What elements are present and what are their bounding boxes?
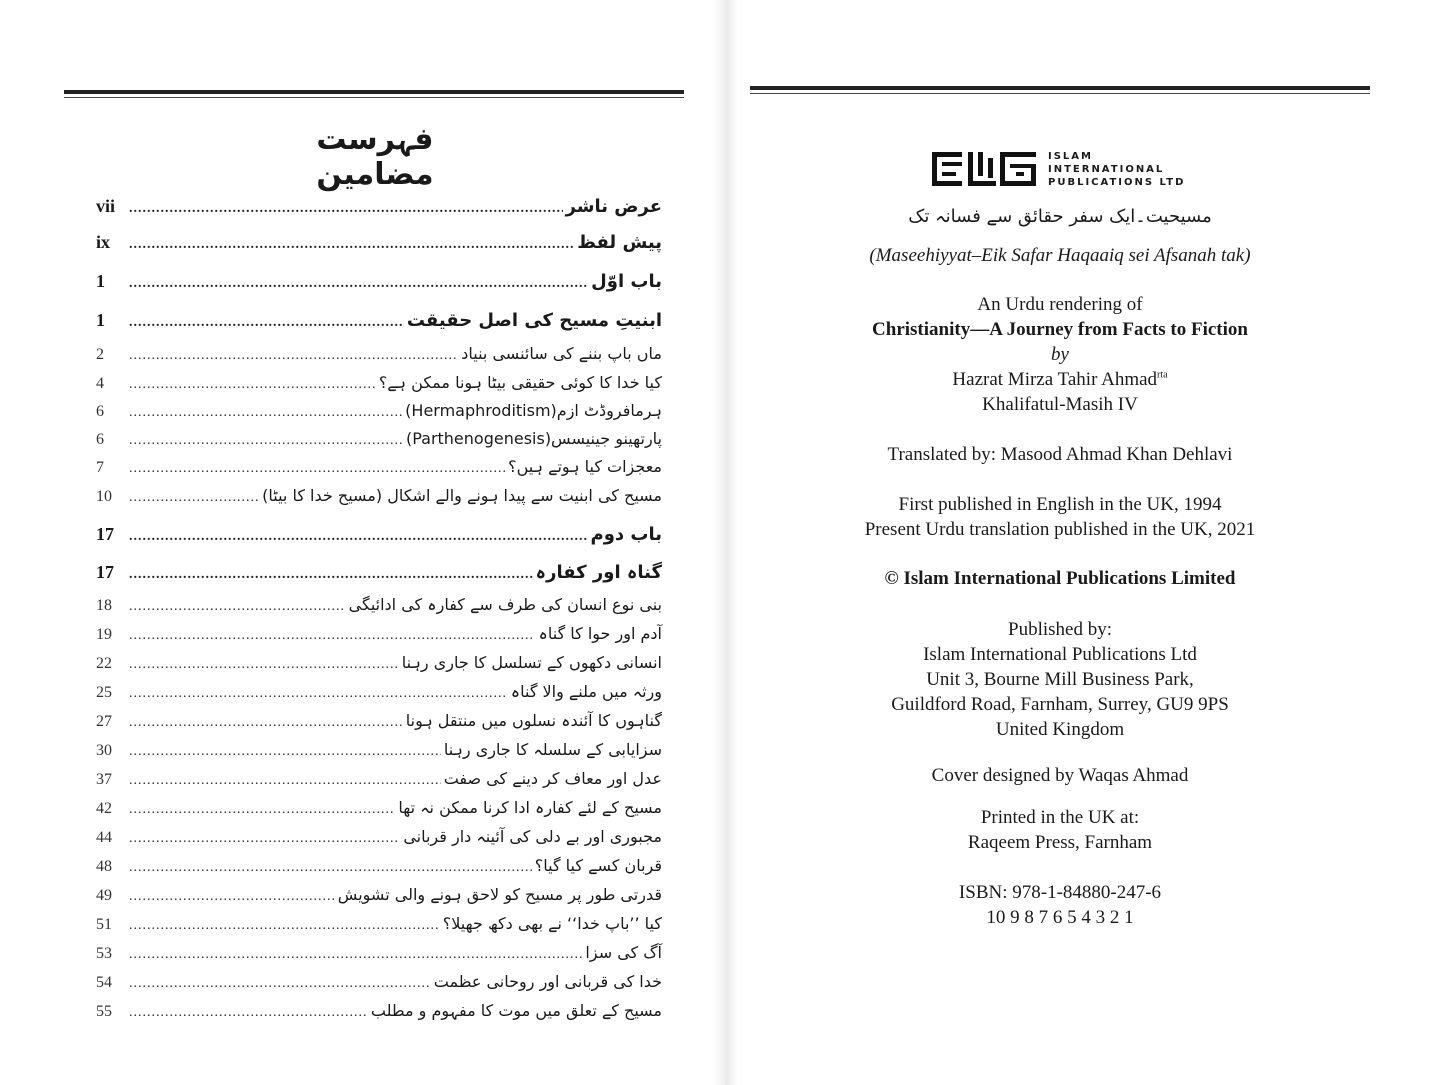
toc-dot-leader <box>129 1005 368 1021</box>
toc-entry-page: 6 <box>96 403 104 420</box>
publisher-logo-text <box>1048 150 1198 189</box>
printer-block <box>822 805 1298 855</box>
toc-entry <box>96 344 662 364</box>
toc-dot-leader <box>129 405 402 421</box>
toc-entry <box>96 827 662 847</box>
toc-entry <box>96 740 662 760</box>
toc-entry <box>96 524 662 545</box>
toc-entry <box>96 711 662 731</box>
toc-entry <box>96 401 662 421</box>
toc-entry <box>96 653 662 673</box>
toc-entry <box>96 1001 662 1021</box>
title-block <box>822 292 1298 417</box>
copyright-notice: © Islam International Publications Limited <box>884 568 1236 589</box>
toc-entry <box>96 972 662 992</box>
publication-history <box>822 492 1298 542</box>
toc-entry-label: مسیح کے تعلق میں موت کا مفہوم و مطلب <box>370 1001 662 1020</box>
author-title: Khalifatul-Masih IV <box>982 394 1138 415</box>
toc-dot-leader <box>129 686 508 702</box>
toc-entry-page: 17 <box>96 524 114 544</box>
translator-credit: Translated by: Masood Ahmad Khan Dehlavi <box>887 444 1233 465</box>
toc-entry-page: 4 <box>96 375 104 392</box>
left-page-toc <box>0 0 722 1085</box>
toc-entry-page: 22 <box>96 655 112 672</box>
top-rule-right <box>750 86 1370 90</box>
toc-dot-leader <box>129 889 335 905</box>
toc-entry-page: 19 <box>96 626 112 643</box>
toc-entry-label: ہرمافروڈٹ ازم(Hermaphroditism) <box>405 401 662 420</box>
toc-entry-page: 55 <box>96 1003 112 1020</box>
toc-entry <box>96 798 662 818</box>
toc-entry <box>96 943 662 963</box>
toc-dot-leader <box>129 201 563 217</box>
toc-entry-label: مسیح کے لئے کفارہ ادا کرنا ممکن نہ تھا <box>398 798 662 817</box>
toc-entry <box>96 856 662 876</box>
author-name: Hazrat Mirza Tahir Ahmad <box>952 369 1158 390</box>
toc-dot-leader <box>129 657 399 673</box>
toc-entry-label: سزایابی کے سلسلہ کا جاری رہنا <box>443 740 662 759</box>
toc-entry-page: vii <box>96 196 116 216</box>
toc-entry-label: آگ کی سزا <box>585 943 662 962</box>
toc-entry <box>96 196 662 217</box>
toc-dot-leader <box>129 831 400 847</box>
toc-entry <box>96 310 662 331</box>
toc-entry <box>96 682 662 702</box>
toc-dot-leader <box>129 947 582 963</box>
toc-entry-label: گناہ اور کفارہ <box>535 562 662 583</box>
transliterated-title: (Maseehiyyat–Eik Safar Haqaaiq sei Afsanah tak) <box>869 245 1251 266</box>
toc-dot-leader <box>129 567 533 583</box>
toc-entry <box>96 486 662 506</box>
toc-entry-label: باب دوم <box>590 524 662 545</box>
toc-title: فہرست مضامین <box>316 122 434 192</box>
toc-dot-leader <box>129 276 588 292</box>
top-rule-left <box>64 90 684 94</box>
toc-entry-label: باب اوّل <box>591 271 662 292</box>
toc-entry <box>96 885 662 905</box>
toc-entry <box>96 595 662 615</box>
toc-entry-page: 30 <box>96 742 112 759</box>
toc-entry <box>96 769 662 789</box>
published-by-label: Published by: <box>1008 619 1112 640</box>
toc-entry-page: 53 <box>96 945 112 962</box>
publisher-line: United Kingdom <box>995 719 1125 740</box>
toc-entry-label: ورثہ میں ملنے والا گناہ <box>510 682 662 701</box>
publisher-logo <box>930 146 1200 192</box>
toc-entry-label: قدرتی طور پر مسیح کو لاحق ہونے والی تشویش <box>337 885 662 904</box>
toc-entry-page: 18 <box>96 597 112 614</box>
urdu-book-title: مسیحیت۔ایک سفر حقائق سے فسانہ تک <box>908 206 1212 227</box>
author-line <box>822 367 1298 392</box>
toc-entry-page: 25 <box>96 684 112 701</box>
toc-entry-page: 17 <box>96 562 114 582</box>
cover-designer: Cover designed by Waqas Ahmad <box>931 765 1189 786</box>
toc-dot-leader <box>129 773 441 789</box>
publisher-line: Guildford Road, Farnham, Surrey, GU9 9PS <box>891 694 1229 715</box>
by-line: by <box>1051 344 1069 365</box>
toc-dot-leader <box>129 461 505 477</box>
toc-entry-page: 49 <box>96 887 112 904</box>
toc-entry <box>96 271 662 292</box>
toc-entry-page: 6 <box>96 431 104 448</box>
print-run-line: 10 9 8 7 6 5 4 3 2 1 <box>986 907 1134 928</box>
first-published: First published in English in the UK, 1994 <box>898 494 1222 515</box>
english-title: Christianity—A Journey from Facts to Fiction <box>872 319 1248 340</box>
toc-entry-label: قربان کسے کیا گیا؟ <box>534 856 662 875</box>
toc-entry-label: کیا خدا کا کوئی حقیقی بیٹا ہونا ممکن ہے؟ <box>378 373 662 392</box>
toc-dot-leader <box>129 628 535 644</box>
toc-entry-label: پیش لفظ <box>577 232 662 253</box>
isbn: ISBN: 978-1-84880-247-6 <box>958 882 1162 903</box>
toc-entry-label: آدم اور حوا کا گناہ <box>538 624 662 643</box>
toc-dot-leader <box>129 237 574 253</box>
logo-line: ISLAM <box>1048 151 1093 162</box>
toc-entry-label: پارتھینو جینیسس(Parthenogenesis) <box>405 429 662 448</box>
toc-entry-page: ix <box>96 232 111 252</box>
toc-dot-leader <box>129 490 259 506</box>
toc-entry-label: ماں باپ بننے کی سائنسی بنیاد <box>461 344 662 363</box>
toc-dot-leader <box>129 802 395 818</box>
toc-dot-leader <box>129 377 376 393</box>
toc-entry-page: 7 <box>96 459 104 476</box>
printer-name: Raqeem Press, Farnham <box>967 832 1153 853</box>
toc-entry-page: 51 <box>96 916 112 933</box>
toc-entry-page: 37 <box>96 771 112 788</box>
toc-entry <box>96 373 662 393</box>
toc-entry <box>96 914 662 934</box>
toc-entry-page: 54 <box>96 974 112 991</box>
toc-entry-label: مسیح کی ابنیت سے پیدا ہونے والے اشکال (مسیح خدا کا بیٹا) <box>262 486 662 505</box>
toc-dot-leader <box>129 433 403 449</box>
toc-dot-leader <box>129 976 431 992</box>
rendering-intro: An Urdu rendering of <box>977 294 1143 315</box>
publisher-line: Islam International Publications Ltd <box>923 644 1197 665</box>
toc-entry <box>96 429 662 449</box>
toc-dot-leader <box>129 348 458 364</box>
logo-line: PUBLICATIONS LTD <box>1048 177 1186 188</box>
publisher-line: Unit 3, Bourne Mill Business Park, <box>926 669 1194 690</box>
author-honorific: rta <box>1157 369 1168 381</box>
present-published: Present Urdu translation published in the UK, 2021 <box>864 519 1256 540</box>
toc-entry-page: 1 <box>96 310 105 330</box>
toc-dot-leader <box>129 315 404 331</box>
toc-entry-page: 42 <box>96 800 112 817</box>
toc-entry-label: انسانی دکھوں کے تسلسل کا جاری رہنا <box>401 653 662 672</box>
toc-entry <box>96 624 662 644</box>
toc-entry-label: عرض ناشر <box>565 196 662 217</box>
toc-entry <box>96 562 662 583</box>
toc-entry-label: عدل اور معاف کر دینے کی صفت <box>443 769 662 788</box>
toc-entry-label: بنی نوع انسان کی طرف سے کفارہ کی ادائیگی <box>348 595 662 614</box>
toc-entry-page: 10 <box>96 488 112 505</box>
toc-entry-label: کیا ’’باپ خدا‘‘ نے بھی دکھ جھیلا؟ <box>442 914 662 933</box>
toc-entry <box>96 457 662 477</box>
toc-entry-page: 2 <box>96 346 104 363</box>
toc-dot-leader <box>129 599 346 615</box>
toc-entry-label: گناہوں کا آئندہ نسلوں میں منتقل ہونا <box>405 711 662 730</box>
isbn-block <box>822 880 1298 930</box>
toc-entry-page: 48 <box>96 858 112 875</box>
printed-label: Printed in the UK at: <box>980 807 1140 828</box>
toc-dot-leader <box>129 918 440 934</box>
toc-entry-label: معجزات کیا ہوتے ہیں؟ <box>508 457 662 476</box>
toc-dot-leader <box>129 860 532 876</box>
toc-dot-leader <box>129 744 441 760</box>
toc-entry-page: 27 <box>96 713 112 730</box>
toc-dot-leader <box>129 715 403 731</box>
toc-dot-leader <box>129 529 588 545</box>
toc-entry <box>96 232 662 253</box>
toc-entry-label: خدا کی قربانی اور روحانی عظمت <box>433 972 662 991</box>
toc-entry-page: 1 <box>96 271 105 291</box>
calligraphy-logo-icon <box>930 150 1040 188</box>
toc-entry-page: 44 <box>96 829 112 846</box>
toc-entry-label: مجبوری اور بے دلی کی آئینہ دار قربانی <box>403 827 662 846</box>
publisher-block <box>822 617 1298 742</box>
toc-entry-label: ابنیتِ مسیح کی اصل حقیقت <box>406 310 662 331</box>
logo-line: INTERNATIONAL <box>1048 164 1165 175</box>
